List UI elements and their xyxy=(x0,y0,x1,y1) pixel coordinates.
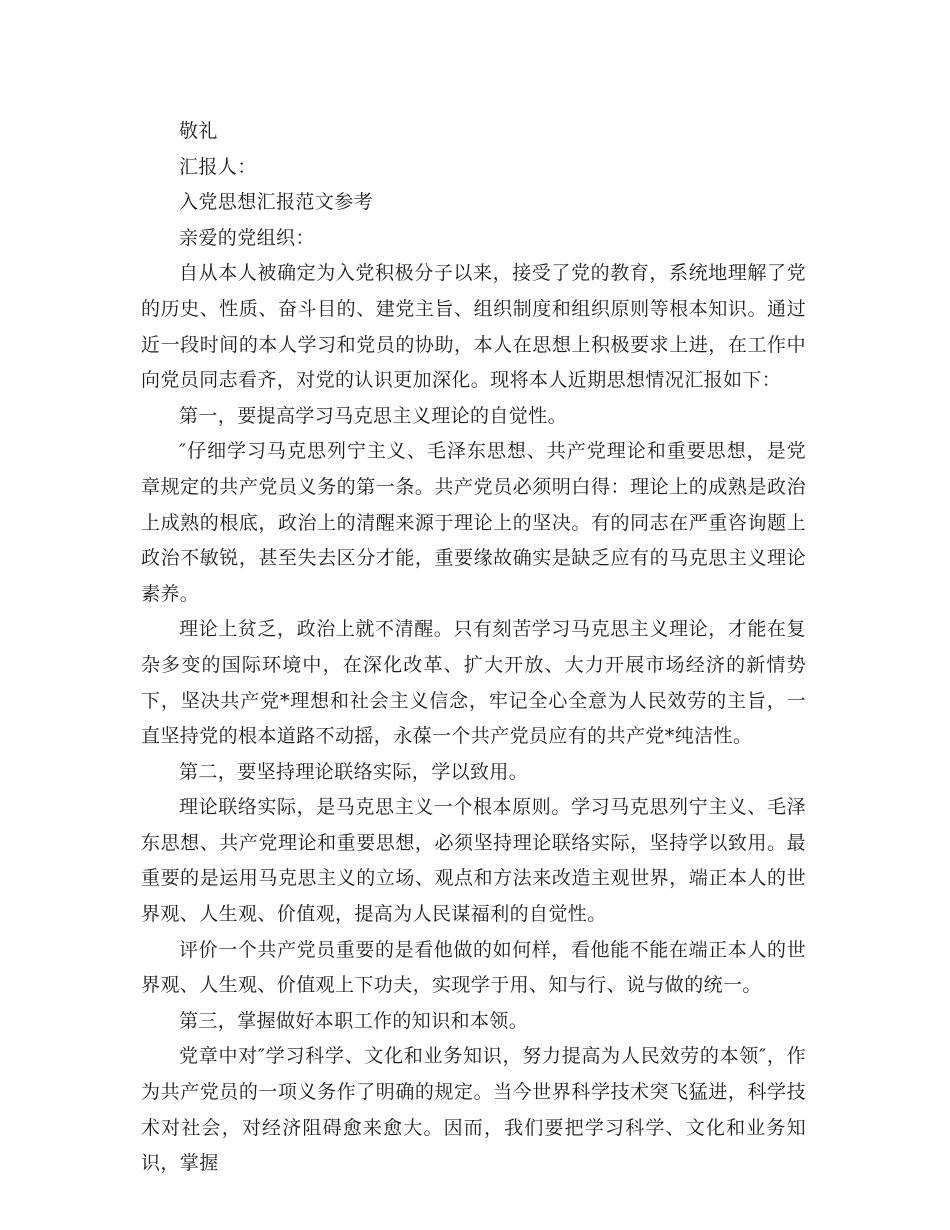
body-paragraph: 理论上贫乏，政治上就不清醒。只有刻苦学习马克思主义理论，才能在复杂多变的国际环境中，在深化改革、扩大开放、大力开展市场经济的新情势下，坚决共产党*理想和社会主义信念，牢记全心全意为人民效劳的主旨，一直坚持党的根本道路不动摇，永葆一个共产党员应有的共产党*纯洁性。 xyxy=(141,618,806,748)
reporter-line: 汇报人： xyxy=(179,155,257,178)
document-title: 入党思想汇报范文参考 xyxy=(179,191,374,214)
body-paragraph: 评价一个共产党员重要的是看他做的如何样，看他能不能在端正本人的世界观、人生观、价值观上下功夫，实现学于用、知与行、说与做的统一。 xyxy=(141,938,806,997)
body-paragraph: 自从本人被确定为入党积极分子以来，接受了党的教育，系统地理解了党的历史、性质、奋斗目的、建党主旨、组织制度和组织原则等根本知识。通过近一段时间的本人学习和党员的协助，本人在思想上积极要求上进，在工作中向党员同志看齐，对党的认识更加深化。现将本人近期思想情况汇报如下： xyxy=(141,262,806,392)
body-paragraph: ″仔细学习马克思列宁主义、毛泽东思想、共产党理论和重要思想，是党章规定的共产党员义务的第一条。共产党员必须明白得：理论上的成熟是政治上成熟的根底，政治上的清醒来源于理论上的坚决。有的同志在严重咨询题上政治不敏锐，甚至失去区分才能，重要缘故确实是缺乏应有的马克思主义理论素养。 xyxy=(141,440,806,605)
document-body xyxy=(141,114,806,1182)
section-heading: 第一，要提高学习马克思主义理论的自觉性。 xyxy=(179,404,568,427)
body-paragraph: 党章中对″学习科学、文化和业务知识，努力提高为人民效劳的本领″，作为共产党员的一项义务作了明确的规定。当今世界科学技术突飞猛进，科学技术对社会，对经济阻碍愈来愈大。因而，我们要把学习科学、文化和业务知识，掌握 xyxy=(141,1045,806,1175)
body-paragraph: 理论联络实际，是马克思主义一个根本原则。学习马克思列宁主义、毛泽东思想、共产党理论和重要思想，必须坚持理论联络实际，坚持学以致用。最重要的是运用马克思主义的立场、观点和方法来改造主观世界，端正本人的世界观、人生观、价值观，提高为人民谋福利的自觉性。 xyxy=(141,796,806,926)
section-heading: 第三，掌握做好本职工作的知识和本领。 xyxy=(179,1009,529,1032)
closing-salutation: 敬礼 xyxy=(179,120,218,142)
greeting: 亲爱的党组织： xyxy=(179,226,315,249)
section-heading: 第二，要坚持理论联络实际，学以致用。 xyxy=(179,760,529,783)
